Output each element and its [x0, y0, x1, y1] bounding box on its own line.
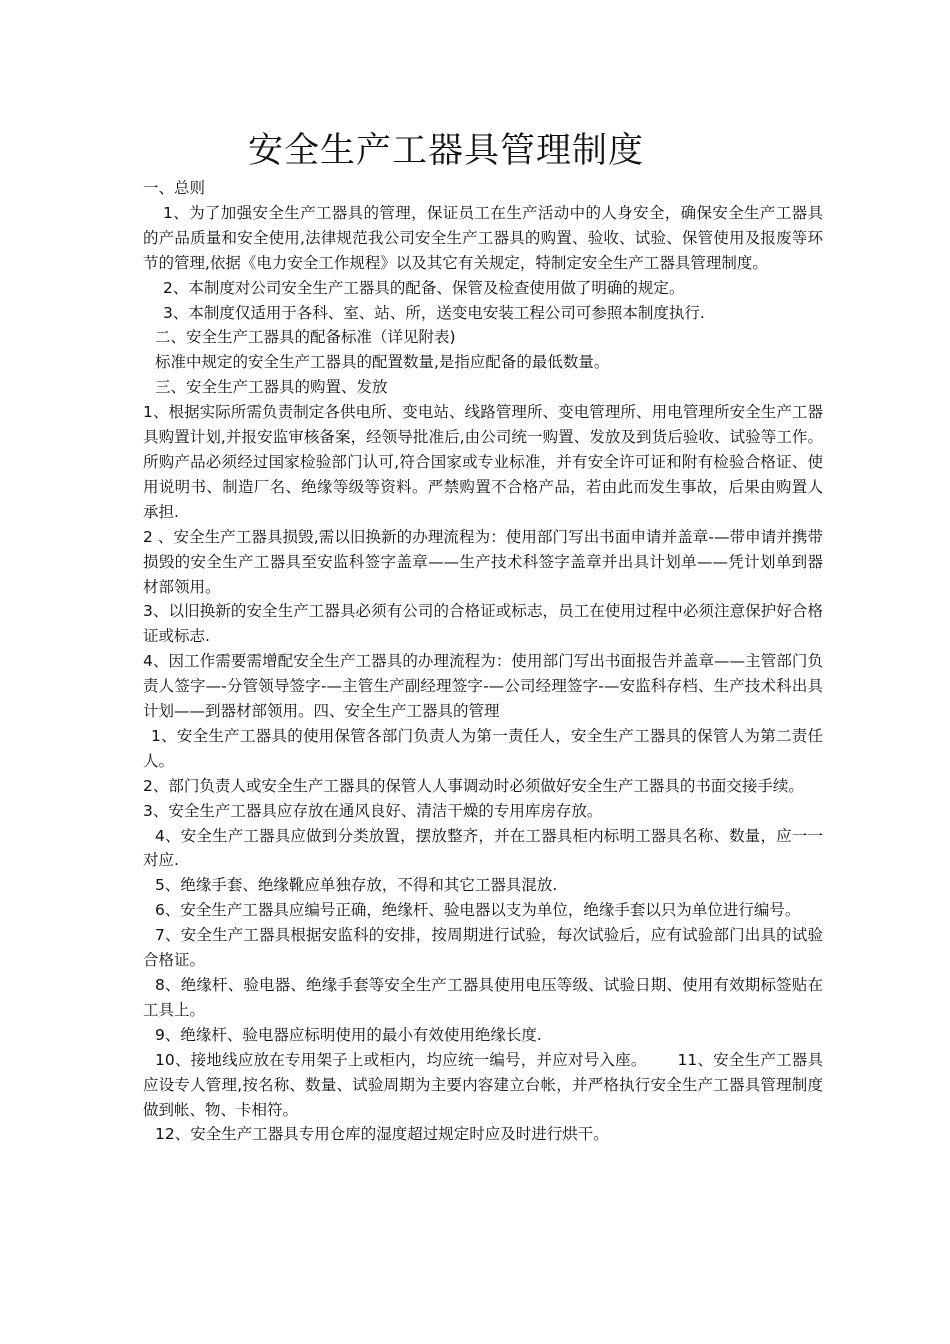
paragraph: 4、因工作需要需增配安全生产工器具的办理流程为：使用部门写出书面报告并盖章——主管部门负责人签字—-分管领导签字-—主管生产副经理签字-—公司经理签字-—安监科存档、生产技术科出具计划——到器材部领用。四、安全生产工器具的管理: [143, 652, 823, 721]
paragraph: 9、绝缘杆、验电器应标明使用的最小有效使用绝缘长度.: [155, 1025, 542, 1044]
page-title: 安全生产工器具管理制度: [248, 131, 645, 171]
paragraph: 7、安全生产工器具根据安监科的安排，按周期进行试验，每次试验后，应有试验部门出具的试验合格证。: [143, 926, 823, 970]
paragraph: 2 、安全生产工器具损毁,需以旧换新的办理流程为：使用部门写出书面申请并盖章-—带申请并携带损毁的安全生产工器具至安监科签字盖章——生产技术科签字盖章并出具计划单——凭计划单到器材部领用。: [143, 527, 823, 596]
paragraph: 6、安全生产工器具应编号正确，绝缘杆、验电器以支为单位，绝缘手套以只为单位进行编号。: [155, 901, 801, 920]
paragraph: 4、安全生产工器具应做到分类放置，摆放整齐，并在工器具柜内标明工器具名称、数量，应一一对应.: [143, 826, 823, 870]
paragraph: 10、接地线应放在专用架子上或柜内，均应统一编号，并应对号入座。 11、安全生产工器具应设专人管理,按名称、数量、试验周期为主要内容建立台帐，并严格执行安全生产工器具管理制度做到帐、物、卡相符。: [143, 1050, 823, 1119]
paragraph: 二、安全生产工器具的配备标准（详见附表): [155, 328, 456, 347]
document-body: [143, 176, 823, 1147]
paragraph: 3、本制度仅适用于各科、室、站、所，送变电安装工程公司可参照本制度执行.: [163, 303, 705, 322]
paragraph: 3、安全生产工器具应存放在通风良好、清洁干燥的专用库房存放。: [143, 801, 603, 820]
paragraph: 1、安全生产工器具的使用保管各部门负责人为第一责任人，安全生产工器具的保管人为第二责任人。: [143, 726, 823, 770]
paragraph: 3、以旧换新的安全生产工器具必须有公司的合格证或标志，员工在使用过程中必须注意保护好合格证或标志.: [143, 602, 823, 646]
paragraph: 1、根据实际所需负责制定各供电所、变电站、线路管理所、变电管理所、用电管理所安全生产工器具购置计划,并报安监审核备案，经领导批准后,由公司统一购置、发放及到货后验收、试验等工作。所购产品必须经过国家检验部门认可,符合国家或专业标准，并有安全许可证和附有检验合格证、使用说明书、制造厂名、绝缘等级等资料。严禁购置不合格产品，若由此而发生事故，后果由购置人承担.: [143, 403, 823, 521]
paragraph: 2、部门负责人或安全生产工器具的保管人人事调动时必须做好安全生产工器具的书面交接手续。: [143, 776, 804, 795]
paragraph: 标准中规定的安全生产工器具的配置数量,是指应配备的最低数量。: [155, 353, 610, 372]
paragraph: 8、绝缘杆、验电器、绝缘手套等安全生产工器具使用电压等级、试验日期、使用有效期标签贴在工具上。: [143, 976, 823, 1019]
paragraph: 2、本制度对公司安全生产工器具的配备、保管及检查使用做了明确的规定。: [163, 278, 685, 297]
paragraph: 1、为了加强安全生产工器具的管理，保证员工在生产活动中的人身安全，确保安全生产工器具的产品质量和安全使用,法律规范我公司安全生产工器具的购置、验收、试验、保管使用及报废等环节的管理,依据《电力安全工作规程》以及其它有关规定，特制定安全生产工器具管理制度。: [143, 203, 823, 272]
paragraph: 5、绝缘手套、绝缘靴应单独存放，不得和其它工器具混放.: [155, 876, 558, 895]
paragraph: 一、总则: [143, 179, 206, 197]
paragraph: 12、安全生产工器具专用仓库的湿度超过规定时应及时进行烘干。: [155, 1125, 609, 1144]
paragraph: 三、安全生产工器具的购置、发放: [155, 378, 388, 397]
